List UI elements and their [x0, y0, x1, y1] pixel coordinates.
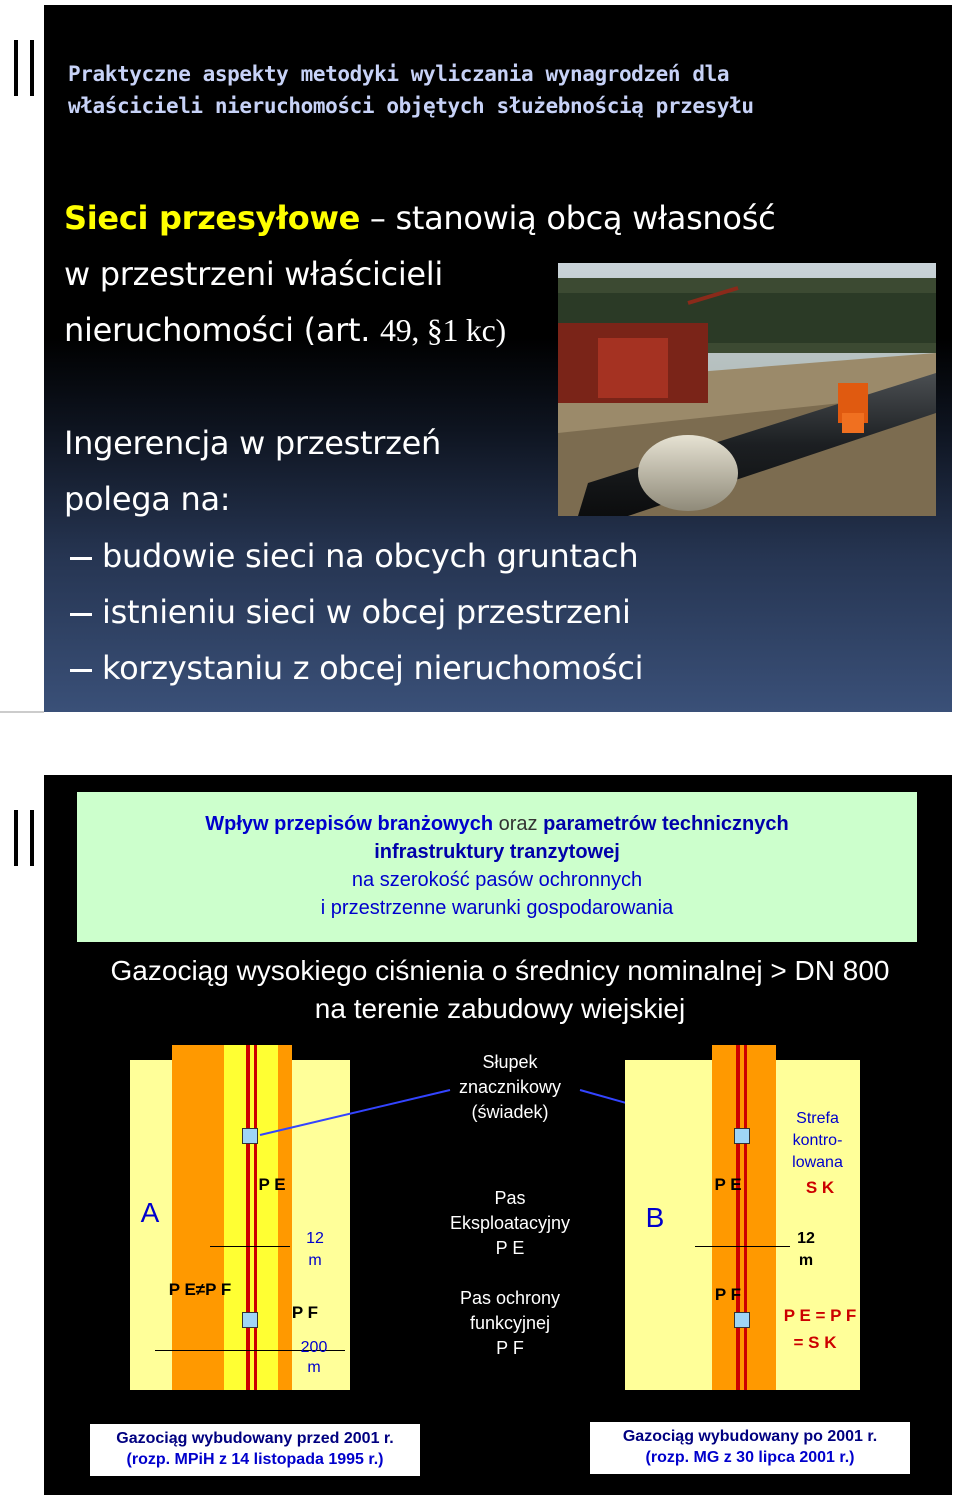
strefa-label [775, 1108, 860, 1174]
para1-line3a: nieruchomości (art. [64, 311, 380, 349]
pipe-b2 [744, 1045, 747, 1390]
width-m-b: m [798, 1252, 814, 1269]
marker-post-line: (świadek) [471, 1102, 549, 1122]
pas-e-line: P E [495, 1238, 525, 1258]
pe-a: P E [258, 1175, 286, 1194]
pipeline-construction-photo [558, 263, 936, 516]
box-line1-c: parametrów technicznych [543, 813, 789, 835]
pf-a: P F [291, 1303, 319, 1322]
bullet-item [70, 584, 643, 640]
box-line3: na szerokość pasów ochronnych [351, 869, 643, 891]
label-b: B [645, 1202, 665, 1233]
highlight-term: Sieci przesyłowe [64, 199, 361, 237]
marker-post-icon [734, 1312, 750, 1328]
pipe-b [736, 1045, 740, 1390]
caption-right [590, 1426, 910, 1468]
strefa-line: Strefa [796, 1110, 839, 1127]
paragraph-interference [64, 415, 441, 527]
marker-post-line: znacznikowy [458, 1077, 562, 1097]
box-line1-a: Wpływ przepisów branżowych [205, 813, 494, 835]
label-a: A [140, 1197, 160, 1228]
title-line-1: Praktyczne aspekty metodyki wyliczania wynagrodzeń dla [68, 62, 730, 86]
width-m-200: m [307, 1359, 321, 1376]
bullet-list [70, 528, 643, 696]
info-box [77, 792, 917, 942]
equation-1: P E = P F [783, 1306, 857, 1325]
pe-ne-pf: P E≠P F [168, 1280, 232, 1299]
divider [0, 711, 44, 713]
decorative-bars-bottom [0, 810, 44, 940]
gas-title-line2: na terenie zabudowy wiejskiej [314, 993, 686, 1024]
width-12-a: 12 [306, 1230, 324, 1247]
article-reference: 49, §1 kc) [379, 312, 506, 348]
bullet-text: budowie sieci na obcych gruntach [102, 537, 639, 575]
marker-post-line: Słupek [482, 1052, 538, 1072]
equation-2: = S K [793, 1333, 837, 1352]
pf-b: P F [714, 1285, 742, 1304]
width-12-b: 12 [797, 1230, 815, 1247]
bullet-item [70, 640, 643, 696]
gas-title-line1: Gazociąg wysokiego ciśnienia o średnicy nominalnej > DN 800 [110, 955, 890, 986]
width-m-a: m [308, 1252, 322, 1269]
para2-line2: polega na: [64, 480, 231, 518]
dash-bullet [70, 557, 92, 560]
caption-left-1: Gazociąg wybudowany przed 2001 r. [116, 1430, 394, 1447]
bullet-text: korzystaniu z obcej nieruchomości [102, 649, 644, 687]
decorative-bars-top [0, 40, 44, 170]
pas-eksploatacyjny [420, 1186, 600, 1261]
pas-f-line: funkcyjnej [469, 1313, 551, 1333]
box-line1-b: oraz [493, 813, 544, 835]
para1-rest: – stanowią obcą własność [360, 199, 776, 237]
caption-left [90, 1428, 420, 1470]
para1-line2: w przestrzeni właścicieli [64, 255, 443, 293]
dash-bullet [70, 613, 92, 616]
strefa-line: lowana [792, 1154, 843, 1171]
dimension-line-b [695, 1246, 790, 1247]
box-line2: infrastruktury tranzytowej [374, 841, 620, 863]
sk-label: S K [805, 1178, 835, 1197]
strefa-line: kontro- [792, 1132, 843, 1149]
caption-right-1: Gazociąg wybudowany po 2001 r. [622, 1428, 878, 1445]
bullet-text: istnieniu sieci w obcej przestrzeni [102, 593, 631, 631]
caption-left-2: (rozp. MPiH z 14 listopada 1995 r.) [126, 1451, 384, 1468]
width-200: 200 [300, 1339, 328, 1356]
para2-line1: Ingerencja w przestrzeń [64, 424, 441, 462]
bullet-item [70, 528, 643, 584]
pas-e-line: Pas [494, 1188, 526, 1208]
dash-bullet [70, 669, 92, 672]
pas-f-line: P F [496, 1338, 524, 1358]
marker-post-icon [242, 1312, 258, 1328]
marker-post-icon [734, 1128, 750, 1144]
dimension-line-a [210, 1246, 290, 1247]
slide-1-title [68, 58, 898, 122]
title-line-2: właścicieli nieruchomości objętych służebnością przesyłu [68, 94, 754, 118]
caption-right-2: (rozp. MG z 30 lipca 2001 r.) [645, 1449, 855, 1466]
pe-b: P E [714, 1175, 742, 1194]
pas-f-line: Pas ochrony [459, 1288, 561, 1308]
pas-ochrony [420, 1286, 600, 1361]
box-line4: i przestrzenne warunki gospodarowania [320, 897, 674, 919]
pas-e-line: Eksploatacyjny [449, 1213, 571, 1233]
gas-pipeline-title [50, 952, 950, 1028]
